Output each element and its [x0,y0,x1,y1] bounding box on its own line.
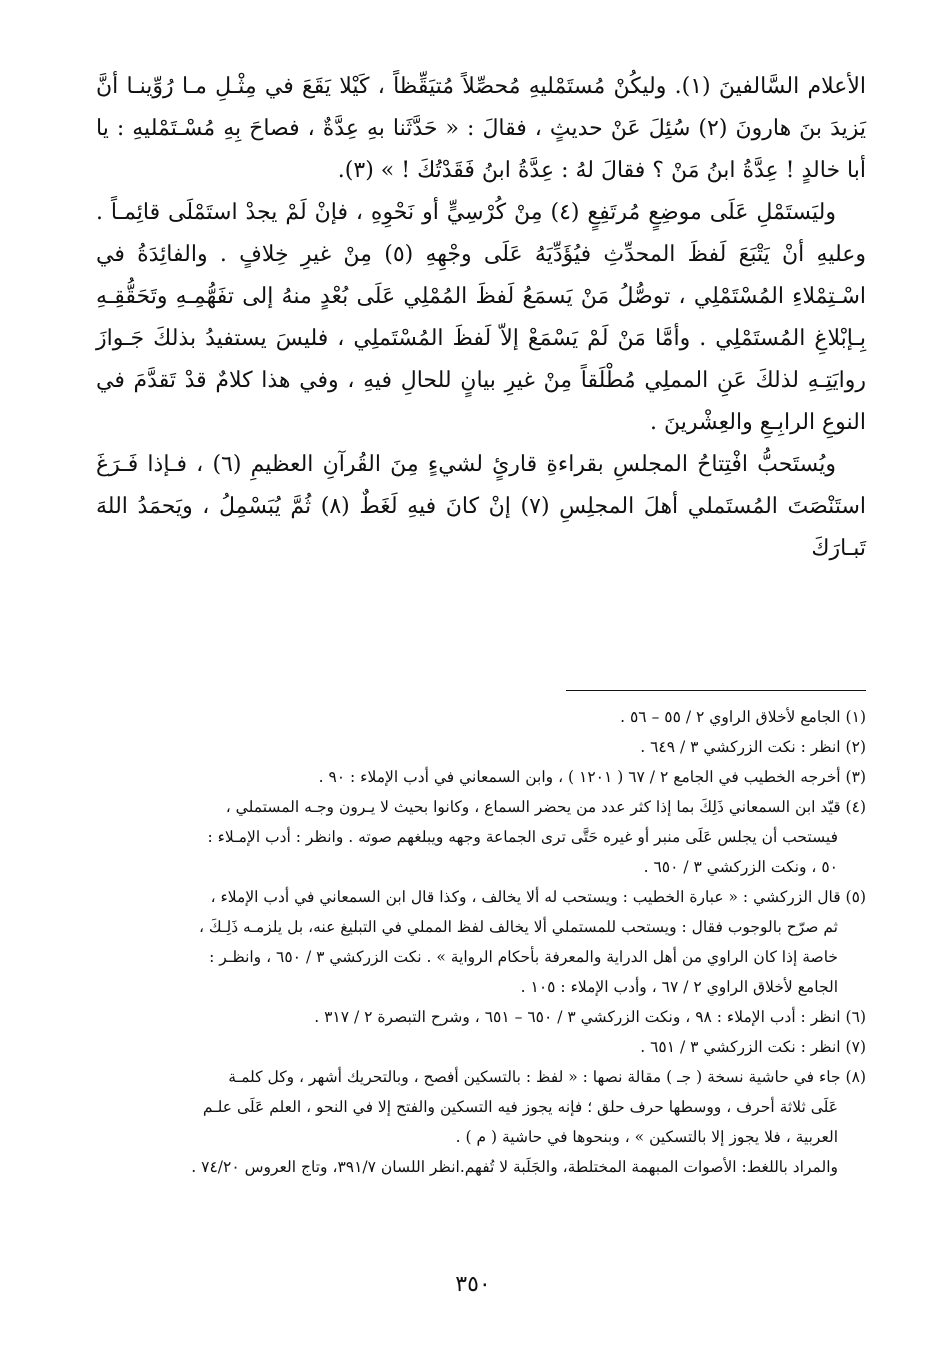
footnote-text: قال الزركشي : « عبارة الخطيب : ويستحب له ألا يخالف ، وكذا قال ابن السمعاني في أدب الإملاء ، [210,888,841,906]
footnote-7 [96,1032,866,1062]
footnote-text: جاء في حاشية نسخة ( جـ ) مقالة نصها : « لفظ : بالتسكين أفصح ، وبالتحريك أشهر ، وكل كلمـة [228,1068,841,1086]
footnote-8 [96,1062,866,1182]
footnote-text: العربية ، فلا يجوز إلا بالتسكين » ، وبنحوها في حاشية ( م ) . [455,1128,838,1146]
footnote-label: (٧) [845,1038,866,1056]
footnote-divider [566,690,866,691]
main-paragraph-2: وليَستَمْلِ عَلَى موضِعٍ مُرتَفِعٍ (٤) مِنْ كُرْسِيٍّ أو نَحْوِهِ ، فإنْ لَمْ يجدْ استَمْلَى قائِمـاً . وعليهِ أنْ يَتْبَعَ لَفظَ المحدِّثِ فيُؤَدِّيَهُ عَلَى وجْهِهِ (٥) مِنْ غيرِ خِلافٍ . والفائِدَةُ في اسْـتِمْلاءِ المُسْتَمْلِي ، توصُّلُ مَنْ يَسمَعُ لَفظَ المُمْلِي عَلَى بُعْدٍ منهُ إلى تفَهُّمِـهِ وتَحَقُّقِـهِ بِـإبْلاغِ المُستَمْلِي . وأمَّا مَنْ لَمْ يَسْمَعْ إلاّ لَفظَ المُسْتَملِي ، فليسَ يستفيدُ بذلكَ جَـوازَ روايَتِـهِ لذلكَ عَنِ المملِي مُطْلَقاً مِنْ غيرِ بيانٍ للحالِ فيهِ ، وفي هذا كلامٌ قدْ تَقدَّمَ في النوعِ الرابِـعِ والعِشْرينَ . [96,200,866,435]
footnote-text: انظر : نكت الزركشي ٣ / ٦٥١ . [640,1038,841,1056]
footnote-text: انظر : أدب الإملاء : ٩٨ ، ونكت الزركشي ٣ / ٦٥٠ – ٦٥١ ، وشرح التبصرة ٢ / ٣١٧ . [314,1008,841,1026]
footnote-text: الجامع لأخلاق الراوي ٢ / ٥٥ – ٥٦ . [620,708,841,726]
footnote-label: (٨) [845,1068,866,1086]
footnote-text: الجامع لأخلاق الراوي ٢ / ٦٧ ، وأدب الإملاء : ١٠٥ . [520,978,838,996]
footnote-6 [96,1002,866,1032]
footnote-text: أخرجه الخطيب في الجامع ٢ / ٦٧ ( ١٢٠١ ) ، وابن السمعاني في أدب الإملاء : ٩٠ . [318,768,841,786]
footnote-5 [96,882,866,1002]
main-text-body [96,66,866,570]
footnote-label: (٢) [845,738,866,756]
footnote-text: ثم صرّح بالوجوب فقال : ويستحب للمستملي ألا يخالف لفظ المملي في التبليغ عنه، بل يلزمـه ذَلِـكَ ، [198,918,838,936]
footnote-text: ٥٠ ، ونكت الزركشي ٣ / ٦٥٠ . [643,858,838,876]
footnote-label: (١) [845,708,866,726]
footnote-text: والمراد باللغط: الأصوات المبهمة المختلطة، والجَلَبة لا تُفهم.انظر اللسان ٣٩١/٧، وتاج العروس ٧٤/٢٠ . [191,1158,838,1176]
footnote-3 [96,762,866,792]
main-paragraph-3: ويُستَحبُّ افْتِتاحُ المجلسِ بقراءةِ قارئٍ لشيءٍ مِنَ القُرآنِ العظيمِ (٦) ، فـإذا فَـرَغَ استَنْصَتَ المُستَملي أهلَ المجلِسِ (٧) إنْ كانَ فيهِ لَغَطٌ (٨) ثُمَّ يُبَسْمِلُ ، ويَحمَدُ اللهَ تَبـارَكَ [96,452,867,561]
footnote-text: فيستحب أن يجلس عَلَى منبر أو غيره حَتَّى ترى الجماعة وجهه ويبلغهم صوته . وانظر : أدب الإمـلاء : [207,828,838,846]
footnote-label: (٤) [845,798,866,816]
footnotes-section [96,702,866,1182]
footnote-text: قيّد ابن السمعاني ذَلِكَ بما إذا كثر عدد من يحضر السماع ، وكانوا بحيث لا يـرون وجـه المستملي ، [225,798,841,816]
footnote-2 [96,732,866,762]
footnote-label: (٣) [845,768,866,786]
page-number: ٣٥٠ [455,1272,491,1297]
footnote-text: خاصة إذا كان الراوي من أهل الدراية والمعرفة بأحكام الرواية » . نكت الزركشي ٣ / ٦٥٠ ، وانظـر : [209,948,838,966]
footnote-4 [96,792,866,882]
footnote-text: عَلَى ثلاثة أحرف ، ووسطها حرف حلق ؛ فإنه يجوز فيه التسكين والفتح إلا في النحو ، العلم عَلَى علـم [202,1098,838,1116]
main-paragraph-1: الأعلام السَّالفينَ (١). وليكُنْ مُستَمْليهِ مُحصِّلاً مُتيَقِّظاً ، كَيْلا يَقَعَ في مِثْـلِ مـا رُوِّينـا أنَّ يَزيدَ بنَ هارونَ (٢) سُئِلَ عَنْ حديثٍ ، فقالَ : « حَدَّثَنا بهِ عِدَّةٌ ، فصاحَ بِهِ مُسْـتَمْليهِ : يا أبا خالدٍ ! عِدَّةُ ابنُ مَنْ ؟ فقالَ لهُ : عِدَّةُ ابنُ فَقَدْتُكَ ! » (٣). [96,74,867,183]
footnote-label: (٥) [845,888,866,906]
footnote-text: انظر : نكت الزركشي ٣ / ٦٤٩ . [640,738,841,756]
footnote-label: (٦) [845,1008,866,1026]
footnote-1 [96,702,866,732]
